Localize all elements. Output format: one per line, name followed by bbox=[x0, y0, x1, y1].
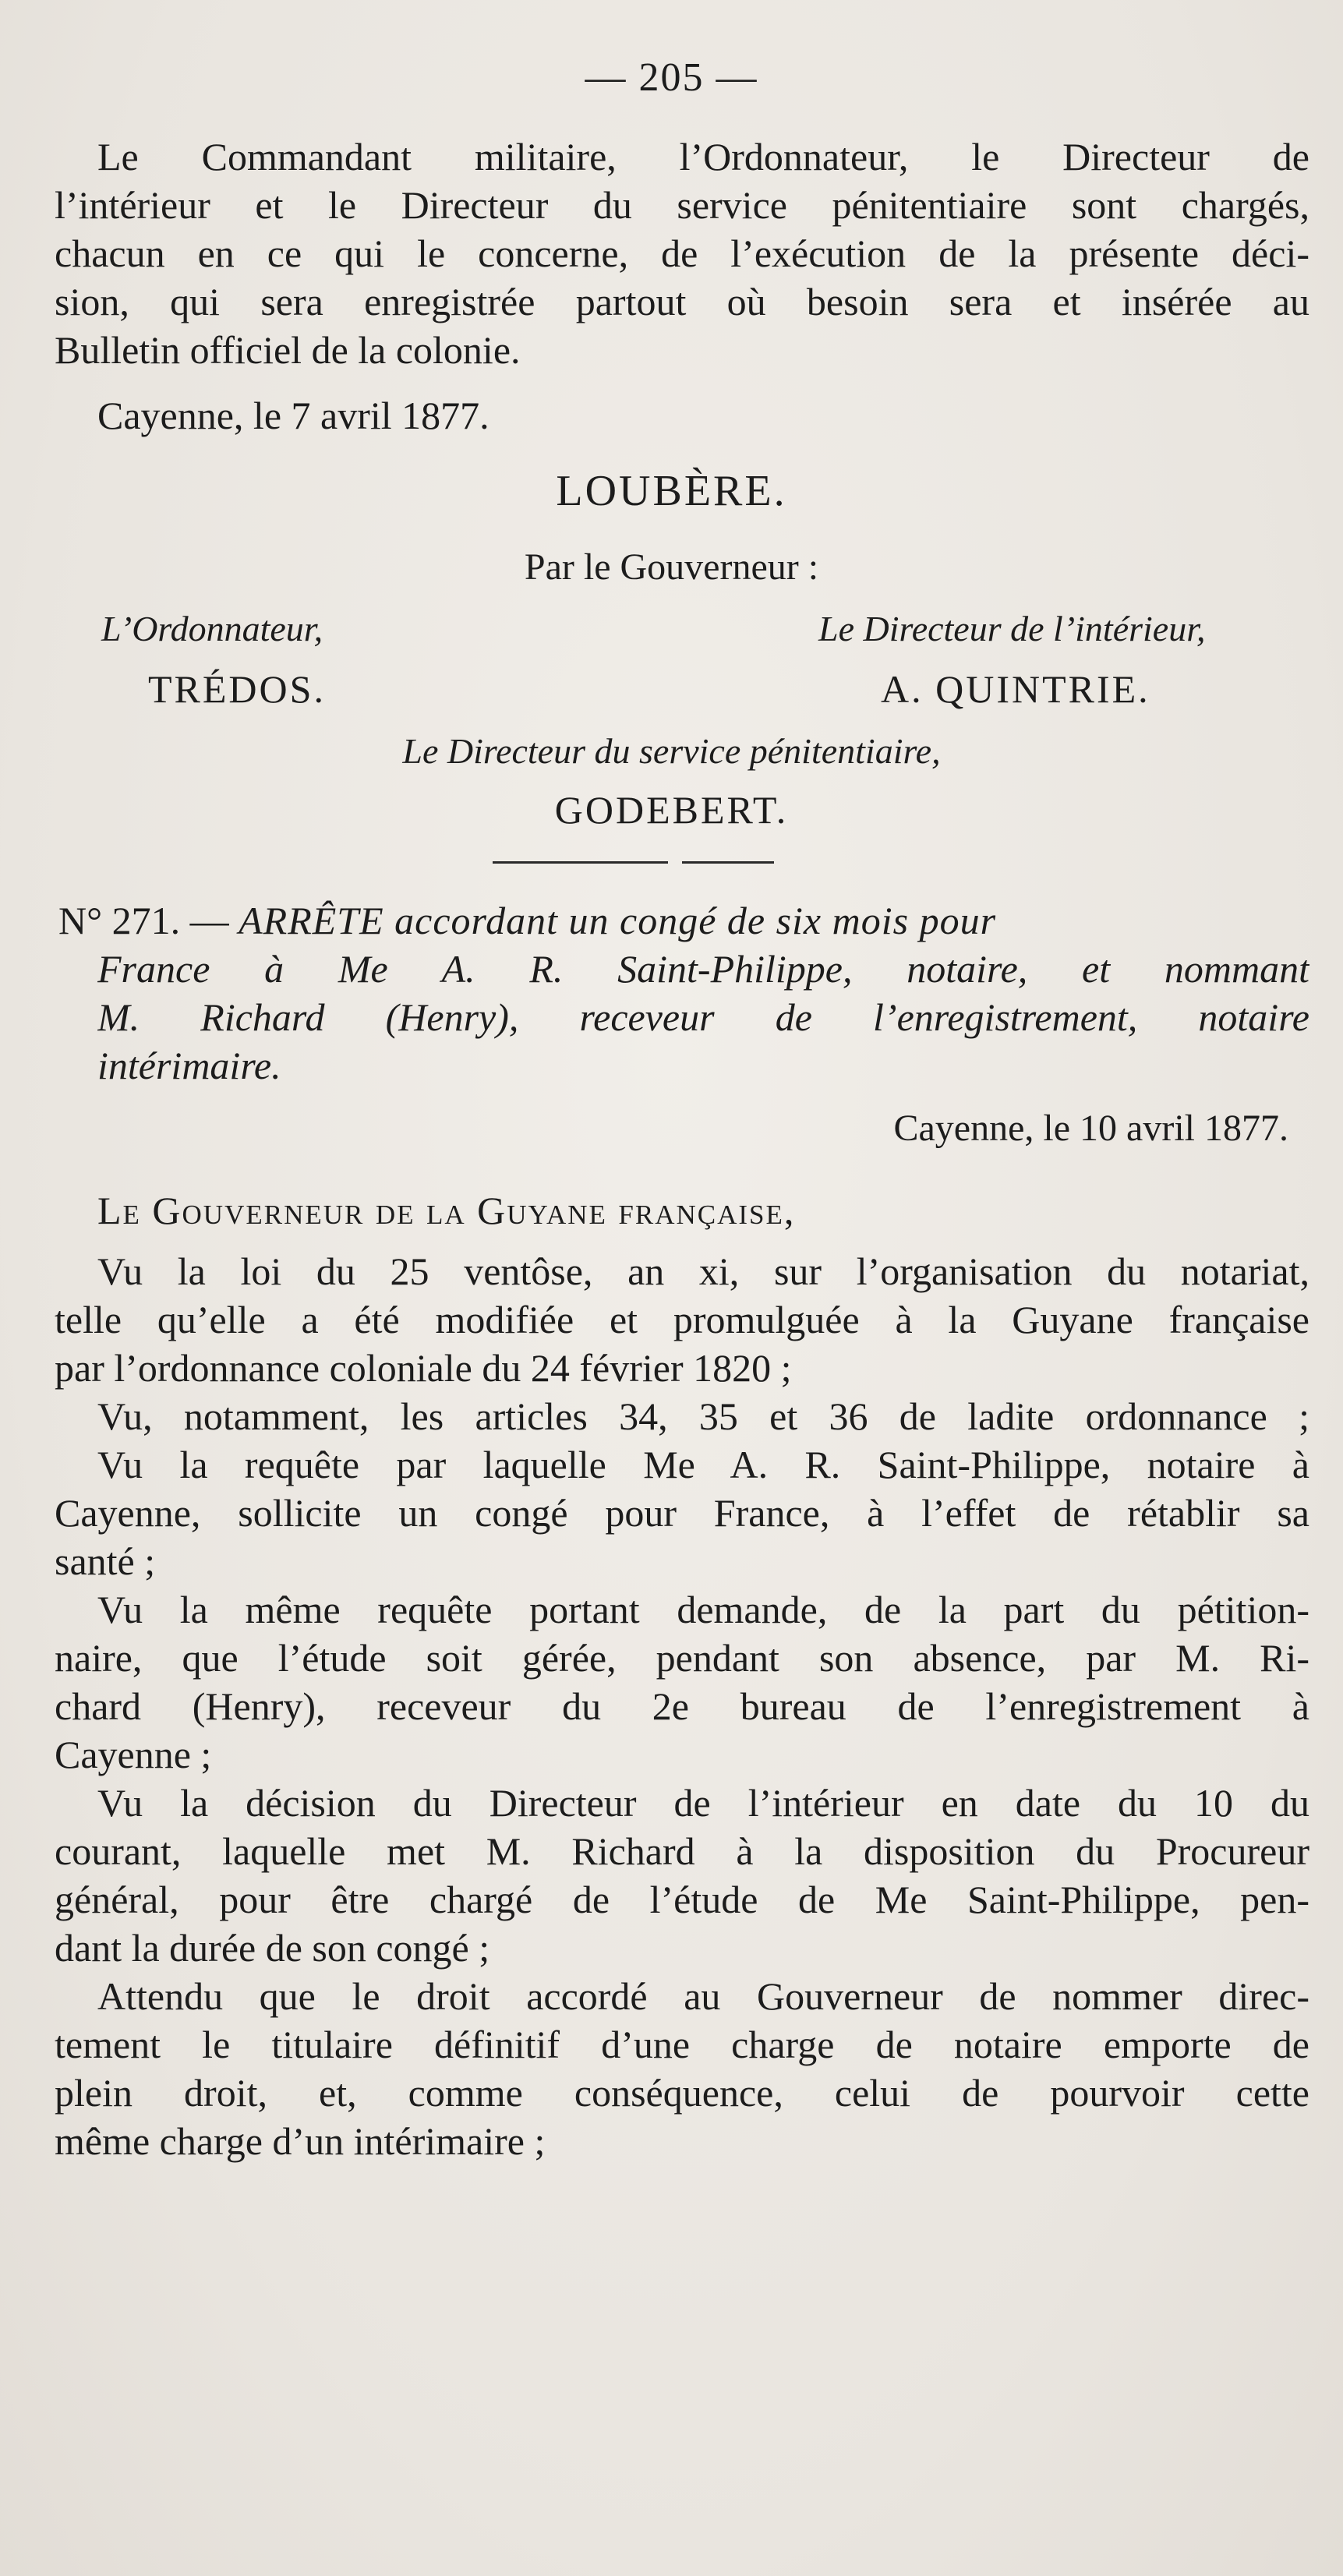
considerant-line: plein droit, et, comme conséquence, celui de pourvoir cette bbox=[55, 2071, 1309, 2115]
considerant-line: tement le titulaire définitif d’une charge de notaire emporte de bbox=[55, 2023, 1309, 2066]
considerant-line: telle qu’elle a été modifiée et promulguée à la Guyane française bbox=[55, 1298, 1309, 1341]
interieur-title: Le Directeur de l’intérieur, bbox=[818, 609, 1206, 648]
place-date: Cayenne, le 7 avril 1877. bbox=[97, 394, 489, 437]
arrete-heading-line: France à Me A. R. Saint-Philippe, notaire, et nommant bbox=[97, 947, 1309, 991]
arrete-number: N° 271. — bbox=[58, 899, 229, 942]
considerant-line: Vu la requête par laquelle Me A. R. Saint-Philippe, notaire à bbox=[97, 1443, 1309, 1486]
considerant-line: général, pour être chargé de l’étude de Me Saint-Philippe, pen- bbox=[55, 1878, 1309, 1921]
by-governor-line: Par le Gouverneur : bbox=[524, 546, 819, 588]
considerant-line: santé ; bbox=[55, 1539, 156, 1583]
penitentiaire-name: GODEBERT. bbox=[554, 788, 789, 832]
intro-line: Le Commandant militaire, l’Ordonnateur, le Directeur de bbox=[97, 135, 1309, 178]
gouverneur-line: Le Gouverneur de la Guyane française, bbox=[97, 1189, 796, 1232]
arrete-heading-line: intérimaire. bbox=[97, 1044, 281, 1087]
governor-signature: LOUBÈRE. bbox=[556, 467, 787, 515]
separator-rule bbox=[682, 861, 774, 864]
considerant-line: par l’ordonnance coloniale du 24 février 1820 ; bbox=[55, 1346, 792, 1390]
intro-line: chacun en ce qui le concerne, de l’exécution de la présente déci- bbox=[55, 231, 1309, 275]
considerant-line: Vu, notamment, les articles 34, 35 et 36 de ladite ordonnance ; bbox=[97, 1394, 1309, 1438]
intro-line: l’intérieur et le Directeur du service pénitentiaire sont chargés, bbox=[55, 183, 1309, 227]
considerant-line: Attendu que le droit accordé au Gouverneur de nommer direc- bbox=[97, 1974, 1309, 2018]
ordonnateur-title: L’Ordonnateur, bbox=[101, 609, 323, 648]
considerant-line: même charge d’un intérimaire ; bbox=[55, 2119, 546, 2163]
place-date-2: Cayenne, le 10 avril 1877. bbox=[893, 1108, 1288, 1149]
considerant-line: Vu la loi du 25 ventôse, an xi, sur l’organisation du notariat, bbox=[97, 1249, 1309, 1293]
penitentiaire-title: Le Directeur du service pénitentiaire, bbox=[402, 731, 941, 771]
ordonnateur-name: TRÉDOS. bbox=[148, 667, 326, 711]
considerant-line: naire, que l’étude soit gérée, pendant son absence, par M. Ri- bbox=[55, 1636, 1309, 1680]
separator-rule bbox=[493, 861, 668, 864]
intro-line: sion, qui sera enregistrée partout où besoin sera et insérée au bbox=[55, 280, 1309, 323]
arrete-heading-line: M. Richard (Henry), receveur de l’enregistrement, notaire bbox=[97, 995, 1309, 1039]
considerant-line: Cayenne ; bbox=[55, 1733, 212, 1776]
arrete-title: ARRÊTE accordant un congé de six mois pour bbox=[239, 899, 997, 942]
considerant-line: dant la durée de son congé ; bbox=[55, 1926, 490, 1970]
considerant-line: courant, laquelle met M. Richard à la disposition du Procureur bbox=[55, 1829, 1309, 1873]
intro-line: Bulletin officiel de la colonie. bbox=[55, 328, 521, 372]
arrete-heading-line bbox=[58, 896, 1309, 945]
considerant-line: Vu la même requête portant demande, de la part du pétition- bbox=[97, 1588, 1309, 1631]
considerant-line: chard (Henry), receveur du 2e bureau de l’enregistrement à bbox=[55, 1684, 1309, 1728]
page-number: — 205 — bbox=[585, 55, 758, 100]
interieur-name: A. QUINTRIE. bbox=[881, 667, 1150, 711]
considerant-line: Vu la décision du Directeur de l’intérieur en date du 10 du bbox=[97, 1781, 1309, 1825]
considerant-line: Cayenne, sollicite un congé pour France, à l’effet de rétablir sa bbox=[55, 1491, 1309, 1535]
